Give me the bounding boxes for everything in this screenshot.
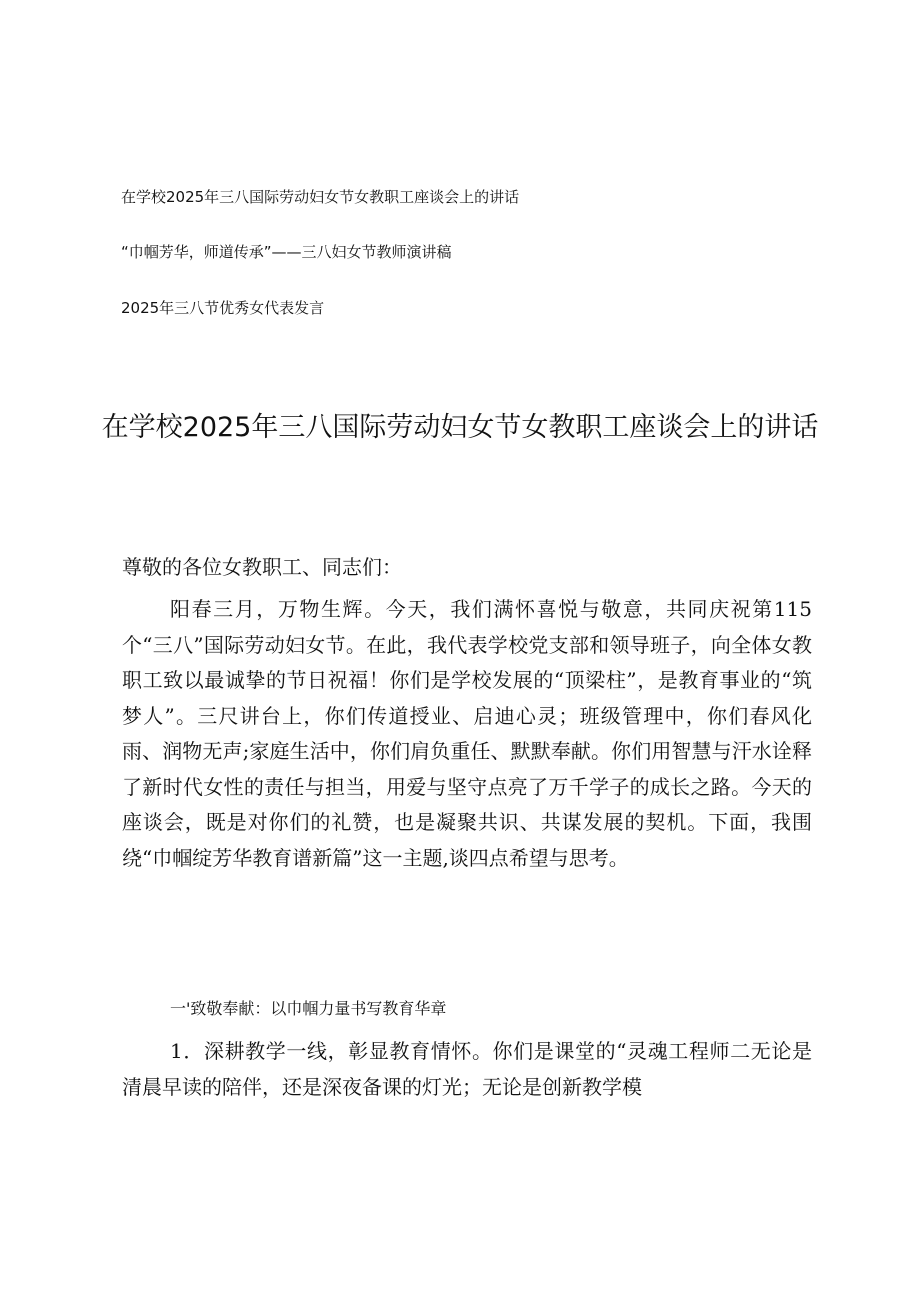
toc-item-teacher-speech: “巾帼芳华，师道传承”——三八妇女节教师演讲稿 xyxy=(121,243,452,261)
toc-item-representative-speech: 2025年三八节优秀女代表发言 xyxy=(121,299,325,317)
document-title: 在学校2025年三八国际劳动妇女节女教职工座谈会上的讲话 xyxy=(101,412,819,443)
salutation: 尊敬的各位女教职工、同志们： xyxy=(122,555,402,579)
toc-item-speech: 在学校2025年三八国际劳动妇女节女教职工座谈会上的讲话 xyxy=(121,188,520,206)
body-paragraph-intro: 阳春三月，万物生辉。今天，我们满怀喜悦与敬意，共同庆祝第115个“三八”国际劳动妇女节。在此，我代表学校党支部和领导班子，向全体女教职工致以最诚挚的节日祝福！你们是学校发展的“顶梁柱”，是教育事业的“筑梦人”。三尺讲台上，你们传道授业、启迪心灵；班级管理中，你们春风化雨、润物无声;家庭生活中，你们肩负重任、默默奉献。你们用智慧与汗水诠释了新时代女性的责任与担当，用爱与坚守点亮了万千学子的成长之路。今天的座谈会，既是对你们的礼赞，也是凝聚共识、共谋发展的契机。下面，我围绕“巾帼绽芳华教育谱新篇”这一主题,谈四点希望与思考。 xyxy=(122,597,812,870)
section-heading-1: 一'致敬奉献：以巾帼力量书写教育华章 xyxy=(170,999,447,1018)
body-paragraph-section-1: 1．深耕教学一线，彰显教育情怀。你们是课堂的“灵魂工程师二无论是清晨早读的陪伴，还是深夜备课的灯光；无论是创新教学模 xyxy=(122,1039,812,1099)
